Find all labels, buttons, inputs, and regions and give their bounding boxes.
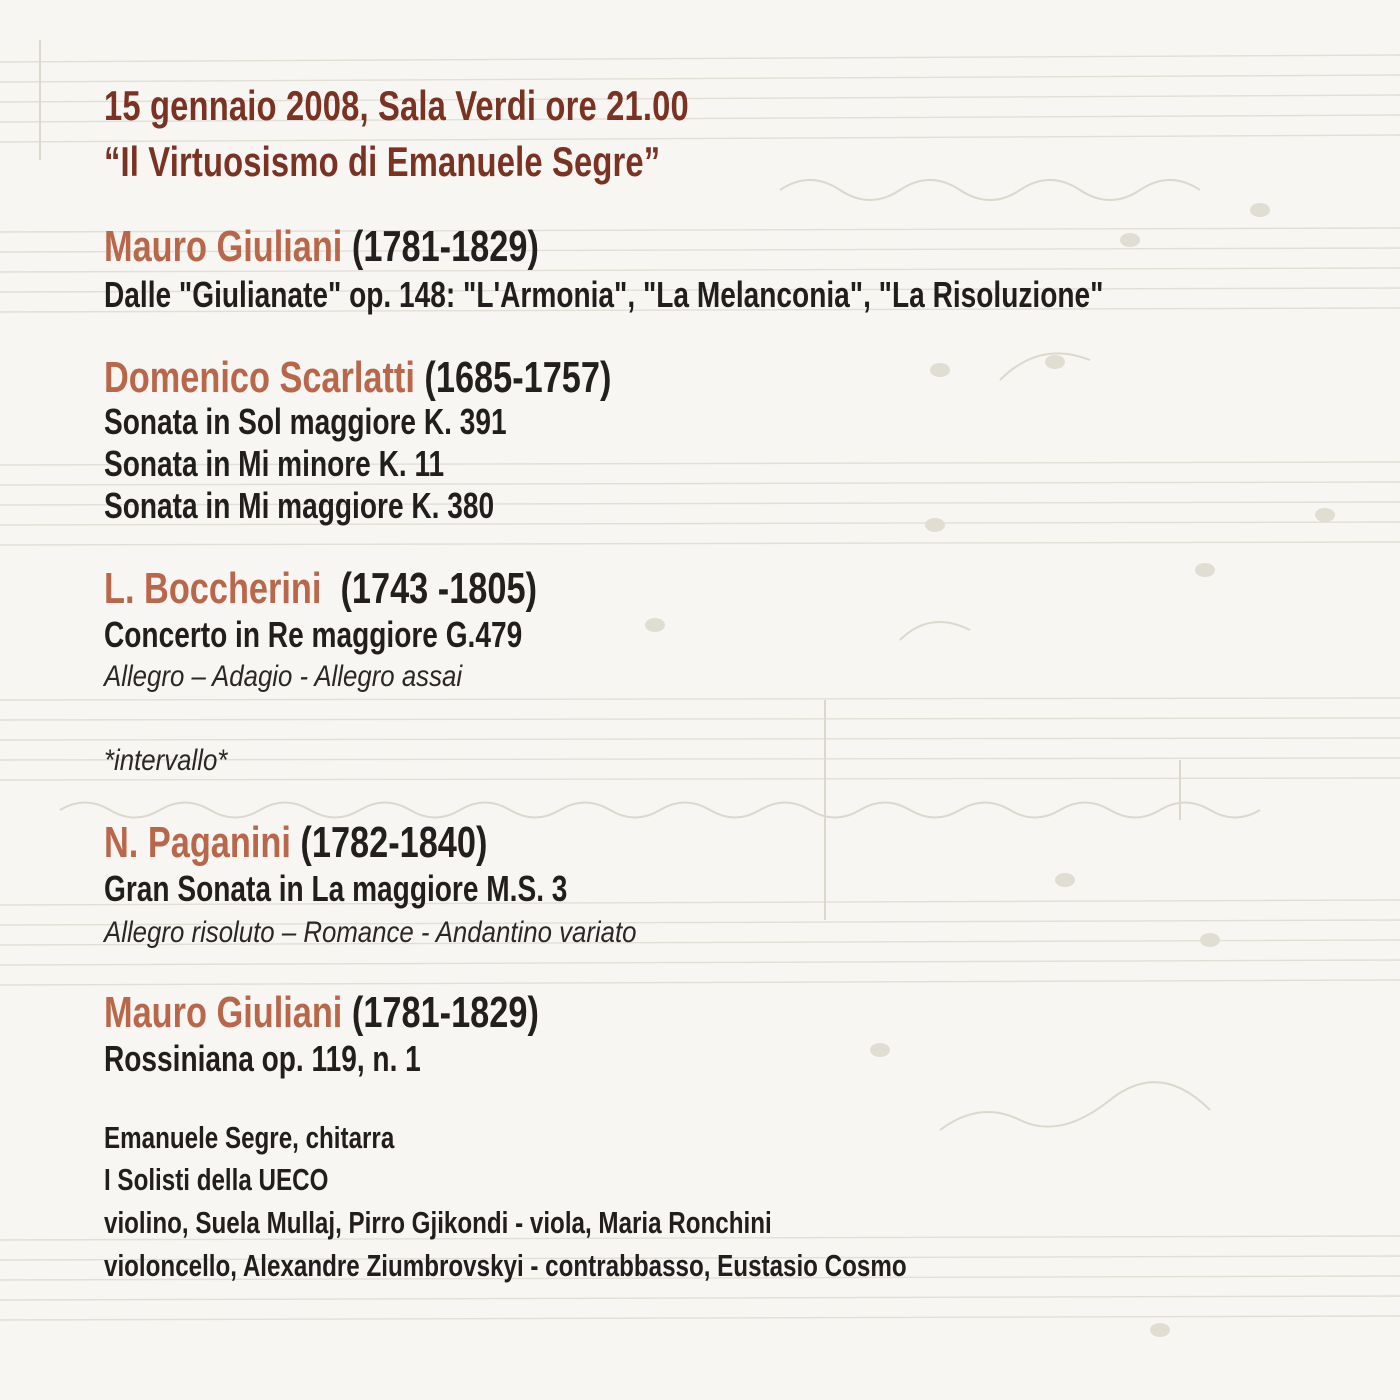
composer-heading — [104, 818, 596, 868]
composer-heading — [104, 564, 659, 614]
work-title: Concerto in Re maggiore G.479 — [104, 614, 523, 655]
work-title: Sonata in Mi maggiore K. 380 — [104, 485, 495, 526]
interval-label: *intervallo* — [104, 744, 228, 777]
composer-heading — [104, 353, 755, 403]
composer-dates: (1782-1840) — [300, 818, 488, 867]
composer-name: Mauro Giuliani — [104, 222, 343, 271]
work-title: Dalle "Giulianate" op. 148: "L'Armonia", "La Melanconia", "La Risoluzione" — [104, 274, 1104, 315]
composer-name: L. Boccherini — [104, 564, 322, 613]
composer-heading — [104, 988, 662, 1038]
work-title: Sonata in Sol maggiore K. 391 — [104, 401, 507, 442]
composer-dates: (1743 -1805) — [330, 564, 537, 613]
composer-dates: (1781-1829) — [351, 988, 539, 1037]
composer-name: Domenico Scarlatti — [104, 353, 415, 402]
composer-name: N. Paganini — [104, 818, 291, 867]
composer-name: Mauro Giuliani — [104, 988, 343, 1037]
composer-dates: (1781-1829) — [351, 222, 539, 271]
composer-heading — [104, 222, 662, 272]
performer-line: Emanuele Segre, chitarra — [104, 1120, 395, 1155]
movements: Allegro – Adagio - Allegro assai — [104, 660, 463, 693]
composer-dates: (1685-1757) — [424, 353, 612, 402]
performer-line: I Solisti della UECO — [104, 1162, 329, 1197]
performer-line: violoncello, Alexandre Ziumbrovskyi - contrabbasso, Eustasio Cosmo — [104, 1248, 907, 1283]
movements: Allegro risoluto – Romance - Andantino variato — [104, 916, 637, 949]
work-title: Sonata in Mi minore K. 11 — [104, 443, 445, 484]
performer-line: violino, Suela Mullaj, Pirro Gjikondi - viola, Maria Ronchini — [104, 1205, 772, 1240]
work-title: Rossiniana op. 119, n. 1 — [104, 1038, 421, 1079]
concert-title: “Il Virtuosismo di Emanuele Segre” — [104, 138, 661, 185]
work-title: Gran Sonata in La maggiore M.S. 3 — [104, 868, 568, 909]
date-venue-line: 15 gennaio 2008, Sala Verdi ore 21.00 — [104, 82, 689, 129]
